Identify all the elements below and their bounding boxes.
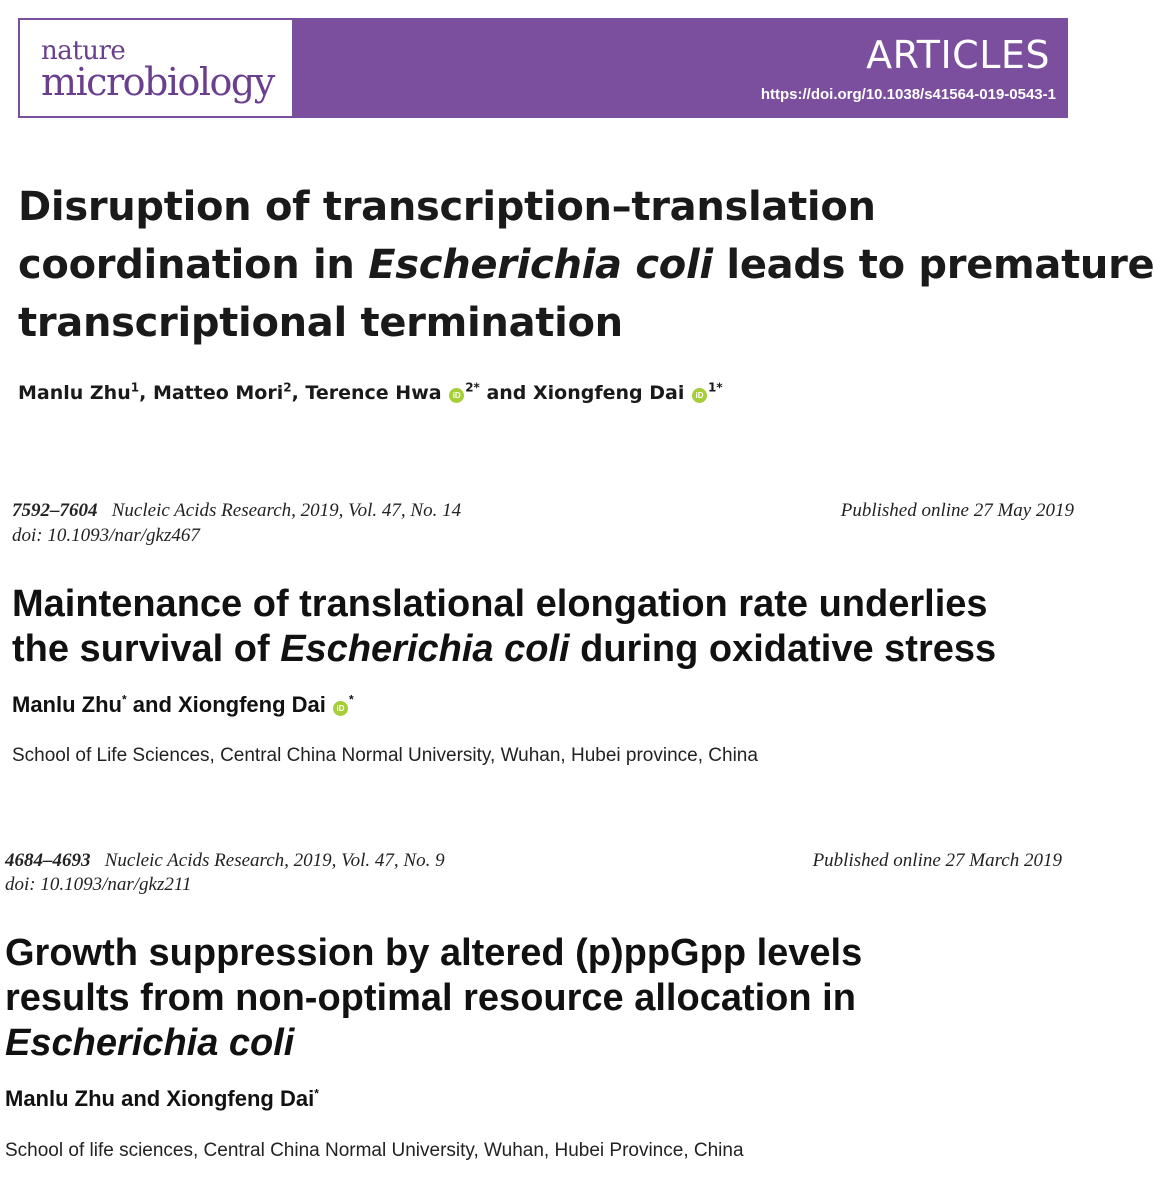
article1-title-line1: Disruption of transcription–translation	[18, 184, 876, 230]
article3-title-line3	[5, 1021, 294, 1065]
logo-microbiology-text: microbiology	[41, 60, 274, 104]
article1-title-line2: coordination in Escherichia coli leads to premature	[18, 242, 1154, 288]
journal-logo	[18, 18, 294, 118]
article2-citation: 7592–7604 Nucleic Acids Research, 2019, Vol. 47, No. 14	[12, 500, 462, 521]
article3-affiliation: School of life sciences, Central China Normal University, Wuhan, Hubei Province, China	[5, 1140, 744, 1161]
article1-authors: Manlu Zhu$^1$, Matteo Mori$^2$, Terence Hwa $iD^{2*}$ and Xiongfeng Dai $iD^{1*}$	[18, 380, 723, 404]
species-name: Escherichia coli	[5, 1022, 295, 1064]
section-label: ARTICLES	[866, 33, 1050, 77]
article1-title-line3: transcriptional termination	[18, 300, 623, 346]
article3-title-line1: Growth suppression by altered (p)ppGpp levels	[5, 932, 863, 974]
article3-citation: 4684–4693 Nucleic Acids Research, 2019, Vol. 47, No. 9	[5, 850, 445, 871]
species-name: Escherichia coli	[280, 628, 570, 670]
article2-published-date: Published online 27 May 2019	[840, 500, 1074, 521]
article2-title-line2: the survival of Escherichia coli during oxidative stress	[12, 628, 997, 670]
article2-affiliation: School of Life Sciences, Central China Normal University, Wuhan, Hubei province, China	[12, 745, 758, 766]
orcid-icon[interactable]: iD	[333, 701, 348, 716]
article-doi-link[interactable]: https://doi.org/10.1038/s41564-019-0543-1	[760, 86, 1056, 103]
article2-authors: Manlu Zhu* and Xiongfeng Dai iD*	[12, 692, 354, 717]
article3-doi[interactable]: doi: 10.1093/nar/gkz211	[5, 874, 192, 895]
article2-doi[interactable]: doi: 10.1093/nar/gkz467	[12, 525, 200, 546]
orcid-icon[interactable]: iD	[449, 388, 464, 403]
logo-nature-text: nature	[41, 36, 126, 66]
article3-authors: Manlu Zhu and Xiongfeng Dai*	[5, 1086, 319, 1111]
article2-title-line1: Maintenance of translational elongation rate underlies	[12, 583, 988, 625]
species-name: Escherichia coli	[368, 242, 713, 288]
article3-published-date: Published online 27 March 2019	[812, 850, 1062, 871]
journal-header	[18, 18, 1068, 118]
article3-title-line2: results from non-optimal resource allocation in	[5, 977, 856, 1019]
header-band	[294, 18, 1068, 118]
orcid-icon[interactable]: iD	[692, 388, 707, 403]
